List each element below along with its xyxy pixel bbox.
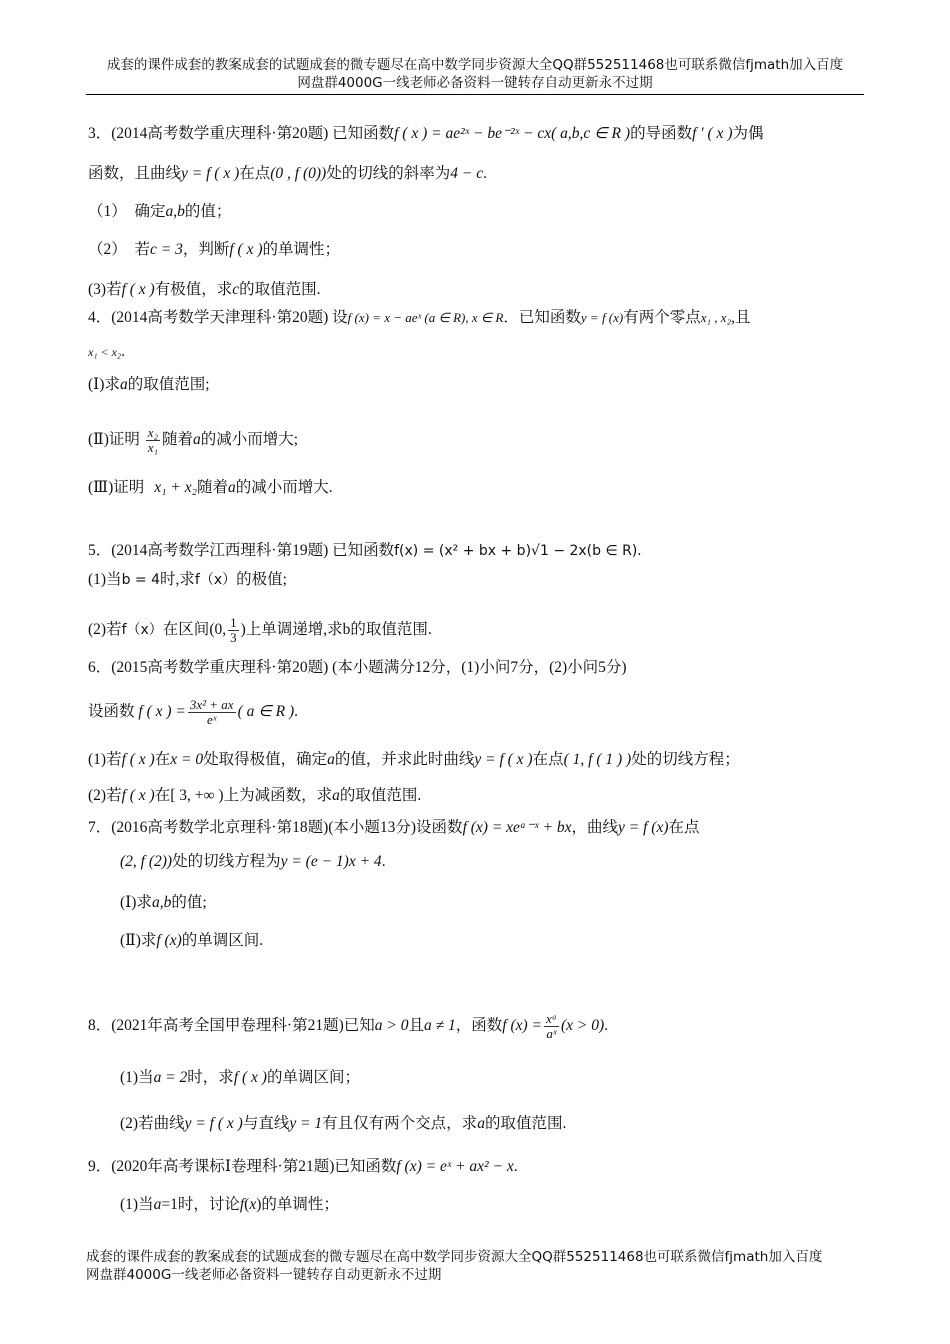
problem-8-statement xyxy=(88,1012,608,1041)
den: 3 xyxy=(230,630,237,645)
math: f ( x ) = xyxy=(138,703,186,721)
text: ( xyxy=(244,1196,250,1213)
math: x = 0 xyxy=(170,751,204,768)
math: f (x) = xeᵃ⁻ˣ + bx xyxy=(462,819,572,836)
problem-9-q1 xyxy=(120,1195,339,1215)
den: eˣ xyxy=(206,712,217,727)
page-header xyxy=(86,56,864,92)
math: y = (e − 1)x + 4 xyxy=(280,853,382,870)
text: . xyxy=(604,1017,608,1035)
text: 时,求 xyxy=(160,571,195,588)
text: =1时，讨论 xyxy=(161,1196,240,1213)
text: 函数，且曲线 xyxy=(88,165,182,182)
text: (1)当 xyxy=(88,571,122,588)
math: a xyxy=(327,751,335,768)
problem-7-q1 xyxy=(120,893,207,913)
problem-8-q1 xyxy=(120,1068,360,1088)
math: f ( x ) xyxy=(121,751,155,768)
math: f (x) = x − aeˣ (a ∈ R), x ∈ R xyxy=(347,310,504,325)
math: a,b xyxy=(165,203,185,220)
text: 的取值范围. xyxy=(239,281,321,298)
math: f ( x ) xyxy=(121,281,155,298)
math: y = f ( x ) xyxy=(474,751,533,768)
math: f ( x ) xyxy=(233,1069,267,1086)
fraction-x2-over-x1 xyxy=(146,426,160,455)
problem-7-statement-cont xyxy=(120,852,386,872)
math: a xyxy=(119,376,128,393)
text: 有且仅有两个交点，求 xyxy=(322,1115,478,1132)
math: a xyxy=(153,1196,162,1213)
math: f（x） xyxy=(121,622,163,639)
text: 的单调性； xyxy=(262,241,341,258)
problem-3-function: f ( x ) = ae²ˣ − be⁻²ˣ − cx( a,b,c ∈ R ) xyxy=(394,125,631,142)
math: a > 0 xyxy=(374,1017,409,1035)
text: 的减小而增大. xyxy=(235,479,333,496)
text: 的值; xyxy=(171,894,207,911)
problem-4-statement xyxy=(88,308,751,328)
problem-3-statement-cont xyxy=(88,164,487,184)
text: ，函数 xyxy=(455,1017,503,1035)
problem-3-q3 xyxy=(88,280,321,300)
problem-6-statement xyxy=(88,658,627,678)
footer-line-1: 成套的课件成套的教案成套的试题成套的微专题尽在高中数学同步资源大全QQ群552511468也可联系微信fjmath加入百度 xyxy=(86,1249,823,1265)
text: 的单调区间. xyxy=(181,932,264,949)
text: . xyxy=(483,165,487,182)
text: . xyxy=(513,1158,518,1175)
text: 在点 xyxy=(668,819,700,836)
text: 设函数 xyxy=(88,703,135,721)
num: 3x² + ax xyxy=(189,697,234,712)
math: y = f ( x ) xyxy=(181,165,240,182)
text: (Ⅰ)求 xyxy=(120,894,152,911)
problem-4-q3 xyxy=(88,478,333,498)
text: (Ⅱ)证明 xyxy=(88,431,140,449)
text: (2)若曲线 xyxy=(120,1115,185,1132)
math: (0, xyxy=(209,621,227,639)
text: 且 xyxy=(408,1017,424,1035)
problem-8-q2 xyxy=(120,1114,566,1134)
text: 5．(2014高考数学江西理科·第19题) 已知函数 xyxy=(88,542,395,559)
text: 的单调区间； xyxy=(266,1069,360,1086)
text: 处的切线的斜率为 xyxy=(326,165,451,182)
text: 的取值范围. xyxy=(339,787,422,804)
problem-7-q2 xyxy=(120,931,263,951)
num: 1 xyxy=(230,615,237,630)
text: 的值； xyxy=(184,203,232,220)
math: a = 2 xyxy=(153,1069,188,1086)
text: 在 xyxy=(154,787,171,804)
math: y = f (x) xyxy=(618,819,669,836)
header-line-1: 成套的课件成套的教案成套的试题成套的微专题尽在高中数学同步资源大全QQ群552511468也可联系微信fjmath加入百度 xyxy=(106,57,844,73)
problem-3-derivative: f ′ ( x ) xyxy=(692,125,733,142)
math: c xyxy=(232,281,240,298)
problem-6-q1 xyxy=(88,750,740,770)
problem-6-function xyxy=(88,698,298,727)
num: xᵃ xyxy=(545,1011,557,1026)
text: 随着 xyxy=(162,431,194,449)
text: 4．(2014高考数学天津理科·第20题) 设 xyxy=(88,309,348,326)
text: 处取得极值，确定 xyxy=(203,751,328,768)
math: a xyxy=(228,479,236,496)
math: (x > 0) xyxy=(560,1017,605,1035)
num: x₂ xyxy=(147,425,159,440)
math: ) xyxy=(240,621,246,639)
math: b = 4 xyxy=(121,572,161,588)
text: (2)若 xyxy=(88,787,122,804)
problem-5-q1 xyxy=(88,570,287,590)
text: 的减小而增大; xyxy=(200,431,299,449)
text: ,且 xyxy=(731,309,751,326)
text: (1)当 xyxy=(120,1196,154,1213)
fraction-problem-8 xyxy=(544,1012,559,1041)
text: (1)当 xyxy=(120,1069,154,1086)
text: 有两个零点 xyxy=(623,309,701,326)
math: [ 3, +∞ ) xyxy=(170,787,224,804)
page-footer xyxy=(86,1248,876,1284)
text: (2)若 xyxy=(88,621,122,639)
math: y = f (x) xyxy=(580,310,624,325)
header-divider xyxy=(86,94,864,95)
math: f (x) xyxy=(156,932,182,949)
text: 在区间 xyxy=(162,621,210,639)
math: x xyxy=(249,1196,257,1213)
math: a xyxy=(332,787,340,804)
text: （2） 若 xyxy=(88,241,151,258)
math: ( a ∈ R ) xyxy=(237,703,295,721)
text: 的导函数 xyxy=(630,125,693,142)
problem-6-q2 xyxy=(88,786,421,806)
problem-3-statement xyxy=(88,124,764,144)
math: x₁ < x₂ xyxy=(88,345,122,359)
text: 的值，并求此时曲线 xyxy=(334,751,475,768)
text: 为偶 xyxy=(732,125,764,142)
math: a xyxy=(477,1115,485,1132)
text: 有极值，求 xyxy=(154,281,233,298)
math: x₁ + x₂ xyxy=(154,479,198,496)
math: a ≠ 1 xyxy=(423,1017,456,1035)
text: 9．(2020年高考课标Ⅰ卷理科·第21题)已知函数 xyxy=(88,1158,397,1175)
text: （1） 确定 xyxy=(88,203,166,220)
problem-4-statement-cont xyxy=(88,342,125,362)
footer-line-2: 网盘群4000G一线老师必备资料一键转存自动更新永不过期 xyxy=(86,1267,442,1283)
problem-5-q2 xyxy=(88,616,432,645)
fraction-problem-6 xyxy=(188,698,236,727)
math: y = 1 xyxy=(289,1115,323,1132)
text: (Ⅰ)求 xyxy=(88,376,120,393)
math: c = 3 xyxy=(150,241,183,258)
text: 处的切线方程； xyxy=(631,751,740,768)
math: y = f ( x ) xyxy=(184,1115,243,1132)
text: (1)若 xyxy=(88,751,122,768)
text: . xyxy=(121,343,125,360)
den: aˣ xyxy=(546,1026,557,1041)
math: (2, f (2)) xyxy=(120,853,173,870)
text: 的极值; xyxy=(236,571,287,588)
math: f（x） xyxy=(194,572,237,588)
text: 7．(2016高考数学北京理科·第18题)(本小题13分)设函数 xyxy=(88,819,463,836)
problem-3-q1 xyxy=(88,202,231,222)
math: a,b xyxy=(151,894,172,911)
text: 在点 xyxy=(532,751,564,768)
text: 时，求 xyxy=(187,1069,234,1086)
problem-7-statement xyxy=(88,818,700,838)
text: ，曲线 xyxy=(571,819,619,836)
math: 4 − c xyxy=(450,165,484,182)
math: (0 , f (0)) xyxy=(270,165,327,182)
math: f (x) = eˣ + ax² − x xyxy=(396,1158,514,1175)
text: (Ⅱ)求 xyxy=(120,932,157,949)
text: 8．(2021年高考全国甲卷理科·第21题)已知 xyxy=(88,1017,375,1035)
problem-5-statement xyxy=(88,541,641,561)
problem-4-q1 xyxy=(88,375,210,395)
text: 上为减函数，求 xyxy=(223,787,333,804)
problem-9-statement xyxy=(88,1157,518,1177)
math: f ( x ) xyxy=(121,787,155,804)
math: f ( x ) xyxy=(229,241,263,258)
text: 上单调递增,求b的取值范围. xyxy=(245,621,432,639)
math: f xyxy=(239,1196,245,1213)
text: ，判断 xyxy=(182,241,230,258)
problem-3-q2 xyxy=(88,240,340,260)
text: (Ⅲ)证明 xyxy=(88,479,145,496)
den: x₁ xyxy=(147,440,159,455)
text: 的取值范围; xyxy=(127,376,210,393)
fraction-one-third xyxy=(228,616,239,645)
math: a xyxy=(193,431,201,449)
text: (3)若 xyxy=(88,281,122,298)
problem-5-function: f(x) = (x² + bx + b)√1 − 2x(b ∈ R) xyxy=(394,543,638,559)
math: ( 1, f ( 1 ) ) xyxy=(563,751,632,768)
text: 的取值范围. xyxy=(484,1115,567,1132)
text: . xyxy=(637,542,642,559)
header-line-2: 网盘群4000G一线老师必备资料一键转存自动更新永不过期 xyxy=(297,75,653,91)
problem-3-intro: 3．(2014高考数学重庆理科·第20题) 已知函数 xyxy=(88,125,395,142)
text: 6．(2015高考数学重庆理科·第20题) (本小题满分12分，(1)小问7分，(2)小问5分) xyxy=(88,659,627,676)
text: ．已知函数 xyxy=(503,309,581,326)
text: 在点 xyxy=(239,165,271,182)
text: 处的切线方程为 xyxy=(172,853,281,870)
text: . xyxy=(381,853,386,870)
text: . xyxy=(294,703,298,721)
text: 与直线 xyxy=(242,1115,290,1132)
text: )的单调性； xyxy=(256,1196,339,1213)
math: f (x) = xyxy=(502,1017,542,1035)
text: 在 xyxy=(154,751,171,768)
problem-4-q2 xyxy=(88,426,298,455)
math: x₁ , x₂ xyxy=(700,310,732,325)
text: 随着 xyxy=(197,479,229,496)
